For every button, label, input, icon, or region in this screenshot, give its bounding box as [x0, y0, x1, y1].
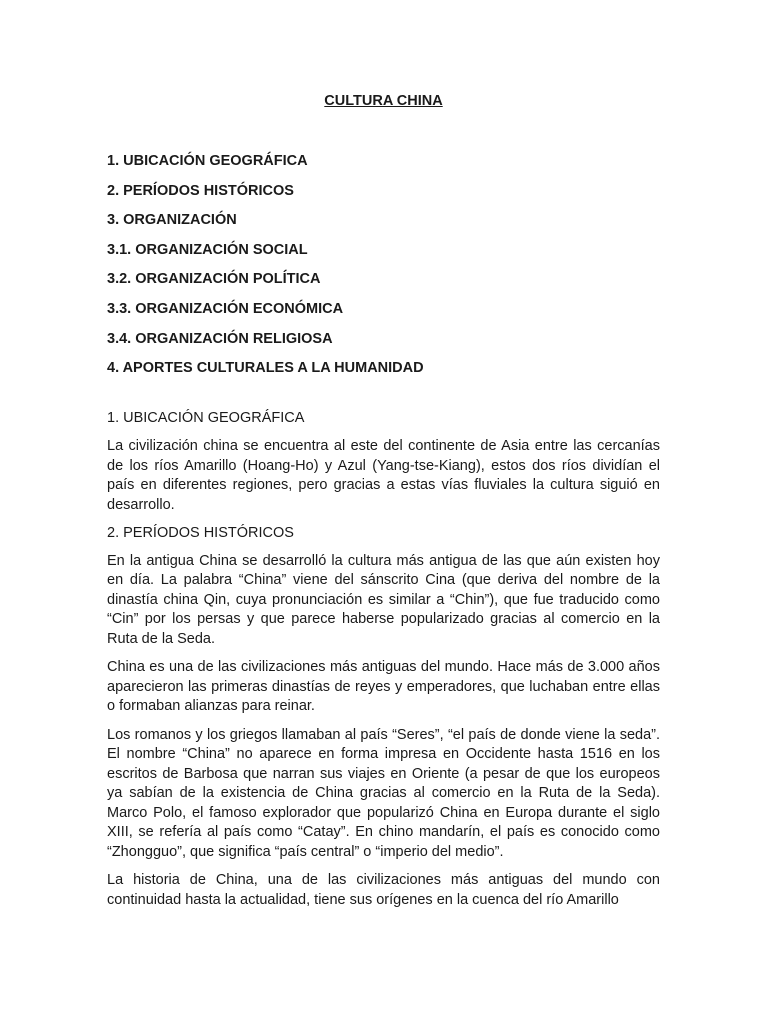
toc-item: 3.1. ORGANIZACIÓN SOCIAL	[107, 241, 308, 258]
toc-item: 3.4. ORGANIZACIÓN RELIGIOSA	[107, 330, 333, 347]
toc-item: 3. ORGANIZACIÓN	[107, 212, 237, 229]
paragraph: En la antigua China se desarrolló la cultura más antigua de las que aún existen hoy en día. La palabra “China” viene del sánscrito Cina (que deriva del nombre de la dinastía china Qin, cuya pronunciación es similar a “Chin”), que fue traducido como “Cin” por los persas y que parece haberse popularizado gracias al comercio en la Ruta de la Seda.	[107, 552, 660, 647]
paragraph: La historia de China, una de las civilizaciones más antiguas del mundo con continuidad hasta la actualidad, tiene sus orígenes en la cuenca del río Amarillo	[107, 872, 660, 908]
paragraph: China es una de las civilizaciones más antiguas del mundo. Hace más de 3.000 años aparecieron las primeras dinastías de reyes y emperadores, que luchaban entre ellas o formaban alianzas para reinar.	[107, 659, 660, 715]
toc-item: 2. PERÍODOS HISTÓRICOS	[107, 182, 294, 199]
paragraph: Los romanos y los griegos llamaban al país “Seres”, “el país de donde viene la seda”. El nombre “China” no aparece en forma impresa en Occidente hasta 1516 en los escritos de Barbosa que narran sus viajes en Oriente (a pesar de que los europeos ya sabían de la existencia de China gracias al comercio en la Ruta de la Seda). Marco Polo, el famoso explorador que popularizó China en Europa durante el siglo XIII, se refería al país como “Catay”. En chino mandarín, el país es conocido como “Zhongguo”, que significa “país central” o “imperio del medio”.	[107, 726, 660, 860]
toc-item: 3.3. ORGANIZACIÓN ECONÓMICA	[107, 300, 344, 317]
toc-item: 4. APORTES CULTURALES A LA HUMANIDAD	[107, 360, 424, 377]
toc-item: 3.2. ORGANIZACIÓN POLÍTICA	[107, 271, 321, 288]
document-body	[107, 92, 660, 919]
section-heading-ubicacion: 1. UBICACIÓN GEOGRÁFICA	[107, 409, 305, 426]
section-heading-periodos: 2. PERÍODOS HISTÓRICOS	[107, 525, 294, 542]
table-of-contents	[107, 152, 660, 389]
toc-item: 1. UBICACIÓN GEOGRÁFICA	[107, 153, 308, 169]
paragraph: La civilización china se encuentra al este del continente de Asia entre las cercanías de los ríos Amarillo (Hoang-Ho) y Azul (Yang-tse-Kiang), estos dos ríos dividían el país en diferentes regiones, pero gracias a estas vías fluviales la cultura siguió en desarrollo.	[107, 438, 660, 513]
document-title: CULTURA CHINA	[324, 93, 443, 109]
